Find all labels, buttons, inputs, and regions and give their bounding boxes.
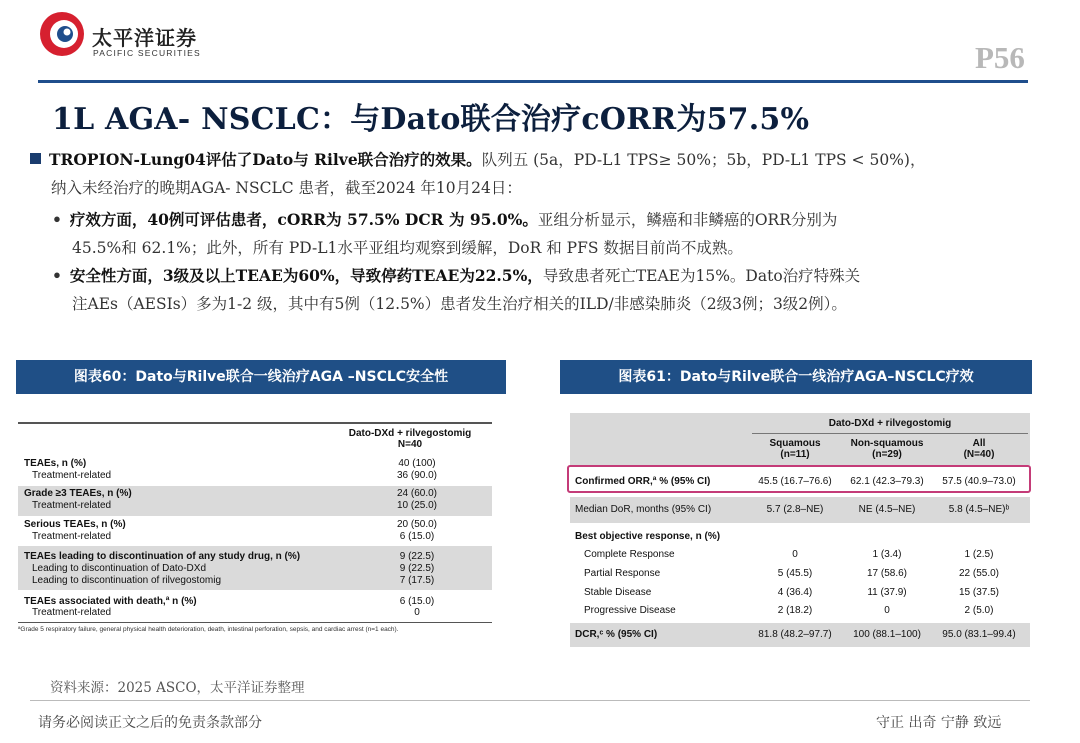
fig60-footnote: ªGrade 5 respiratory failure, general physical health deterioration, death, intestinal perforation, sepsis, and cardiac arrest (n=1 each). [18,626,399,633]
col-header-squamous [750,438,840,460]
cell-value: 22 (55.0) [958,568,1000,579]
brand-name-cn: 太平洋证券 [92,26,197,50]
intro-text-2: 纳入未经治疗的晚期AGA- NSCLC 患者，截至2024 年10月24日： [51,179,522,197]
bullet-item-efficacy [52,206,1062,262]
cell-value: 1 (3.4) [872,549,902,560]
col-name: Non-squamous [850,438,924,449]
row-label: TEAEs leading to discontinuation of any study drug, n (%) [24,551,301,562]
footer-motto: 守正 出奇 宁静 致远 [876,715,1002,731]
row-label: Median DoR, months (95% CI) [575,504,712,515]
row-value: 40 (100) [398,458,436,469]
fig60-title: 图表60：Dato与Rilve联合一线治疗AGA –NSCLC安全性 [16,360,506,394]
cell-value: 5.7 (2.8–NE) [766,504,824,515]
intro-bold: TROPION-Lung04评估了Dato与 Rilve联合治疗的效果。 [49,150,482,169]
table-group [18,516,492,546]
row-label: Treatment-related [32,531,112,542]
table-row [570,587,1030,605]
fig60-col-header [340,428,480,450]
row-label: Partial Response [584,568,661,579]
cell-value: 4 (36.4) [777,587,813,598]
row-label: DCR,ᶜ % (95% CI) [575,629,658,640]
cell-value: NE (4.5–NE) [858,504,916,515]
col-header-line2: N=40 [397,439,423,450]
bullet-text: 亚组分析显示，鳞癌和非鳞癌的ORR分别为 [537,211,838,229]
col-n: (N=40) [963,449,995,460]
table-row [570,549,1030,567]
cell-value: 2 (5.0) [964,605,994,616]
row-label: Leading to discontinuation of rilvegostomig [32,575,222,586]
cell-value: 15 (37.5) [958,587,1000,598]
table-group [18,456,492,486]
row-label: Treatment-related [32,470,112,481]
header-divider [38,80,1028,83]
table-group [18,546,492,590]
row-label: Stable Disease [584,587,652,598]
row-value: 0 [414,607,420,618]
row-value: 9 (22.5) [399,551,435,562]
page-number: P56 [975,40,1025,75]
row-value: 6 (15.0) [399,596,435,607]
row-label: Complete Response [584,549,675,560]
cell-value: 0 [792,549,798,560]
col-name: Squamous [769,438,821,449]
col-header-line1: Dato-DXd + rilvegostomig [348,428,472,439]
row-label: TEAEs associated with death,ª n (%) [24,596,197,607]
col-header-all [934,438,1024,460]
group-header-rule [752,433,1028,434]
col-name: All [972,438,986,449]
row-label: Serious TEAEs, n (%) [24,519,126,530]
bullet-text: 导致患者死亡TEAE为15%。Dato治疗特殊关 [542,267,861,285]
table-row-dor [570,497,1030,523]
footer-divider [30,700,1030,701]
row-value: 24 (60.0) [396,488,438,499]
table-row [570,605,1030,623]
row-value: 7 (17.5) [399,575,435,586]
table-group [18,592,492,622]
bor-section-label: Best objective response, n (%) [575,531,721,542]
bullet-bold: 安全性方面，3级及以上TEAE为60%，导致停药TEAE为22.5%， [69,266,543,285]
cell-value: 5 (45.5) [777,568,813,579]
fig61-title: 图表61：Dato与Rilve联合一线治疗AGA–NSCLC疗效 [560,360,1032,394]
row-value: 36 (90.0) [396,470,438,481]
row-value: 20 (50.0) [396,519,438,530]
cell-value: 95.0 (83.1–99.4) [942,629,1016,640]
cell-value: 57.5 (40.9–73.0) [942,476,1016,487]
row-value: 6 (15.0) [399,531,435,542]
table-row-dcr [570,623,1030,647]
orr-highlight-box [567,465,1031,493]
cell-value: 0 [884,605,890,616]
cell-value: 100 (88.1–100) [853,629,921,640]
source-note: 资料来源：2025 ASCO，太平洋证券整理 [50,680,305,696]
footer-disclaimer: 请务必阅读正文之后的免责条款部分 [38,715,262,731]
row-label: Treatment-related [32,607,112,618]
row-value: 9 (22.5) [399,563,435,574]
row-label: TEAEs, n (%) [24,458,87,469]
cell-value: 81.8 (48.2–97.7) [758,629,832,640]
col-n: (n=11) [780,449,810,460]
cell-value: 45.5 (16.7–76.6) [758,476,832,487]
row-label: Treatment-related [32,500,112,511]
col-n: (n=29) [872,449,902,460]
intro-text-1: 队列五 (5a，PD-L1 TPS≥ 50%；5b，PD-L1 TPS < 50%)， [481,151,926,169]
row-label: Grade ≥3 TEAEs, n (%) [24,488,132,499]
table-top-rule [18,422,492,424]
cell-value: 1 (2.5) [964,549,994,560]
table-bottom-rule [18,622,492,623]
brand-name-en: PACIFIC SECURITIES [93,48,201,58]
cell-value: 17 (58.6) [866,568,908,579]
intro-paragraph [30,146,1060,202]
row-value: 10 (25.0) [396,500,438,511]
col-header-non-squamous [842,438,932,460]
logo-icon [38,10,86,58]
bullet-dot-icon: • [52,266,62,285]
bullet-text-cont: 45.5%和 62.1%；此外，所有 PD-L1水平亚组均观察到缓解，DoR 和 PFS 数据目前尚不成熟。 [72,239,743,257]
page-title: 1L AGA- NSCLC：与Dato联合治疗cORR为57.5% [52,102,810,137]
bullet-bold: 疗效方面，40例可评估患者，cORR为 57.5% DCR 为 95.0%。 [69,210,538,229]
row-label: Leading to discontinuation of Dato-DXd [32,563,207,574]
row-label: Progressive Disease [584,605,676,616]
table-group [18,486,492,516]
cell-value: 11 (37.9) [867,587,907,598]
table-row [570,568,1030,586]
cell-value: 62.1 (42.3–79.3) [850,476,924,487]
bullet-text-cont: 注AEs（AESIs）多为1-2 级，其中有5例（12.5%）患者发生治疗相关的ILD/非感染肺炎（2级3例；3级2例）。 [72,295,847,313]
fig61-group-header: Dato-DXd + rilvegostomig [828,418,952,429]
bullet-item-safety [52,262,1062,318]
cell-value: 5.8 (4.5–NE)ᵇ [948,504,1010,515]
bullet-dot-icon: • [52,210,62,229]
row-label: Confirmed ORR,ª % (95% CI) [575,476,711,487]
square-bullet-icon [30,153,41,164]
cell-value: 2 (18.2) [777,605,813,616]
